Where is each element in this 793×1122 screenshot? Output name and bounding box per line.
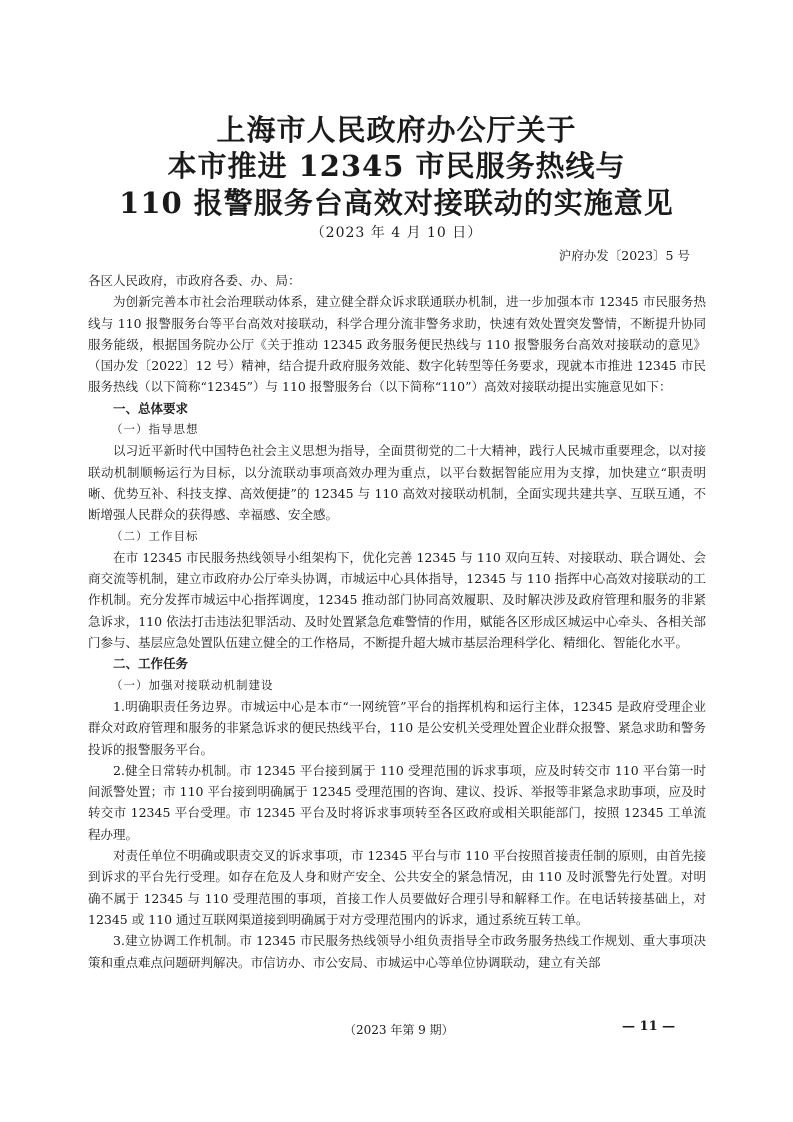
salutation: 各区人民政府，市政府各委、办、局： — [88, 273, 301, 288]
page-number: — 11 — — [622, 1019, 676, 1034]
paragraph: 在市 12345 市民服务热线领导小组架构下，优化完善 12345 与 110 双向互转、对接联动、联合调处、会商交流等机制，建立市政府办公厅牵头协调，市城运中心具体指导，12345 与 110 指挥中心高效对接联动的工作机制。充分发挥市城运中心指挥调度，12345 推动部门协同高效履职、及时解决涉及政府管理和服务的非紧急诉求，110 依法打击违法犯罪活动、及时处置紧急危难警情的作用，赋能各区形成区城运中心牵头、各相关部门参与、基层应急处置队伍建立健全的工作格局，不断提升超大城市基层治理科学化、精细化、智能化水平。 — [88, 549, 706, 651]
title-line-3: 110 报警服务台高效对接联动的实施意见 — [119, 186, 674, 220]
subsection-heading: （一）加强对接联动机制建设 — [111, 677, 274, 692]
subsection-heading: （一）指导思想 — [111, 422, 199, 437]
issue-label: （2023 年第 9 期） — [344, 1023, 454, 1037]
title-line-1: 上海市人民政府办公厅关于 — [216, 113, 577, 147]
paragraph: 2.健全日常转办机制。市 12345 平台接到属于 110 受理范围的诉求事项，应及时转交市 110 平台第一时间派警处置；市 110 平台接到明确属于 12345 受理范围的咨询、建议、投诉、举报等非紧急求助事项，应及时转交市 12345 平台受理。市 12345 平台及时将诉求事项转至各区政府或相关职能部门，按照 12345 工单流程办理。 — [88, 762, 706, 842]
paragraph: 1.明确职责任务边界。市城运中心是本市“一网统管”平台的指挥机构和运行主体，12345 是政府受理企业群众对政府管理和服务的非紧急诉求的便民热线平台，110 是公安机关受理处置企业群众报警、紧急求助和警务投诉的报警服务平台。 — [88, 698, 706, 757]
section-heading: 一、总体要求 — [113, 400, 189, 416]
paragraph: 为创新完善本市社会治理联动体系，建立健全群众诉求联通联办机制，进一步加强本市 12345 市民服务热线与 110 报警服务台等平台高效对接联动，科学合理分流非警务求助，快速有效处置突发警情，不断提升协同服务能级，根据国务院办公厅《关于推动 12345 政务服务便民热线与 110 报警服务台高效对接联动的意见》（国办发〔2022〕12 号）精神，结合提升政府服务效能、数字化转型等任务要求，现就本市推进 12345 市民服务热线（以下简称“12345”）与 110 报警服务台（以下简称“110”）高效对接联动提出实施意见如下： — [88, 294, 706, 395]
document-number: 沪府办发〔2023〕5 号 — [558, 248, 690, 263]
paragraph: 以习近平新时代中国特色社会主义思想为指导，全面贯彻党的二十大精神，践行人民城市重要理念，以对接联动机制顺畅运行为目标，以分流联动事项高效办理为重点，以平台数据智能应用为支撑，加快建立“职责明晰、优势互补、科技支撑、高效便捷”的 12345 与 110 高效对接联动机制，全面实现共建共享、互联互通，不断增强人民群众的获得感、幸福感、安全感。 — [88, 443, 706, 523]
subsection-heading: （二）工作目标 — [111, 528, 199, 543]
title-line-2: 本市推进 12345 市民服务热线与 — [167, 149, 626, 183]
paragraph: 3.建立协调工作机制。市 12345 市民服务热线领导小组负责指导全市政务服务热线工作规划、重大事项决策和重点难点问题研判解决。市信访办、市公安局、市城运中心等单位协调联动，建立有关部 — [88, 933, 706, 970]
paragraph: 对责任单位不明确或职责交叉的诉求事项，市 12345 平台与市 110 平台按照首接责任制的原则，由首先接到诉求的平台先行受理。如存在危及人身和财产安全、公共安全的紧急情况，由 110 及时派警先行处置。对明确不属于 12345 与 110 受理范围的事项，首接工作人员要做好合理引导和解释工作。在电话转接基础上，对 12345 或 110 通过互联网渠道接到明确属于对方受理范围内的诉求，通过系统互转工单。 — [88, 848, 706, 927]
document-date: （2023 年 4 月 10 日） — [310, 225, 483, 241]
section-heading: 二、工作任务 — [113, 656, 189, 672]
document-body — [88, 270, 706, 973]
